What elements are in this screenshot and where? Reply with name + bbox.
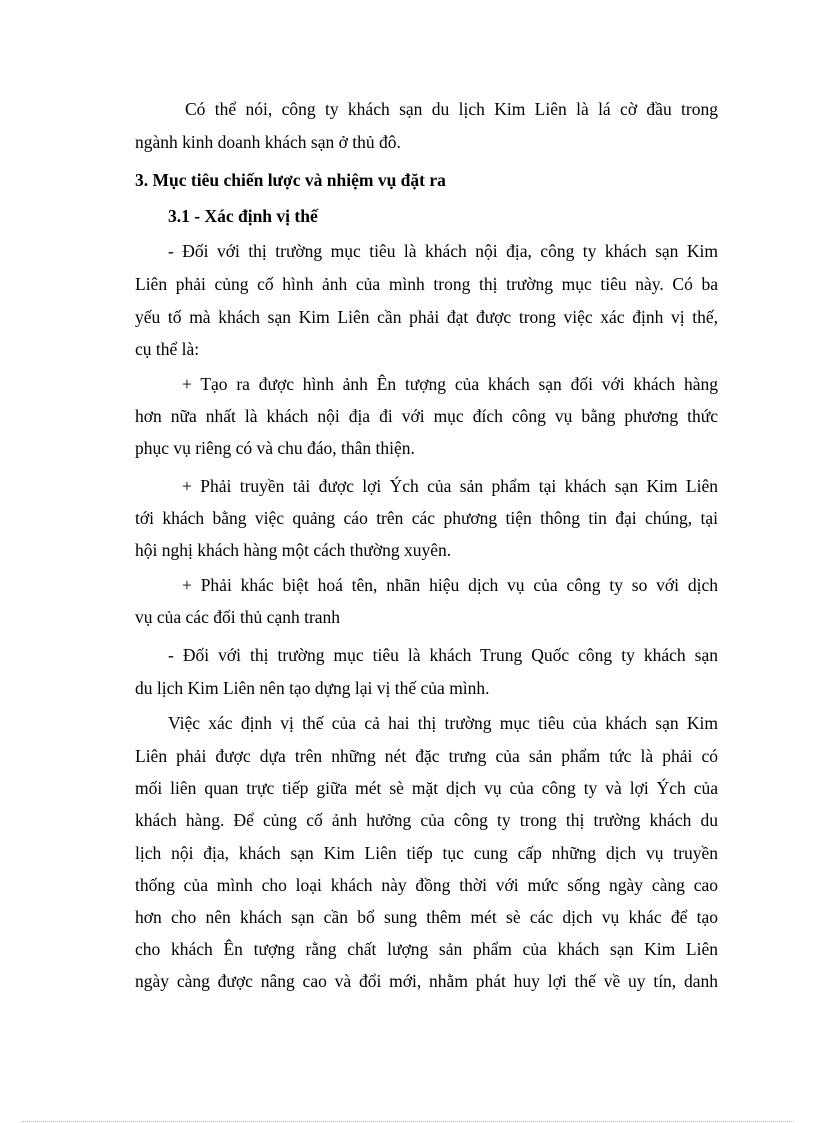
bullet-1-line-1: + Tạo ra được hình ảnh Ên tượng của khách sạn đối với khách hàng — [182, 374, 718, 394]
bullet-3-line-1: + Phải khác biệt hoá tên, nhãn hiệu dịch vụ của công ty so với dịch — [182, 575, 718, 595]
bullet-3-line-2: vụ của các đối thủ cạnh tranh — [135, 607, 341, 627]
bullet-2-line-3: hội nghị khách hàng một cách thường xuyên. — [135, 540, 452, 560]
paragraph-china-line-1: - Đối với thị trường mục tiêu là khách Trung Quốc công ty khách sạn — [168, 645, 718, 665]
bullet-2-line-1: + Phải truyền tải được lợi Ých của sản phẩm tại khách sạn Kim Liên — [182, 476, 718, 496]
paragraph-intro-line-2: ngành kinh doanh khách sạn ở thủ đô. — [135, 132, 401, 152]
paragraph-positioning-line-8: cho khách Ên tượng rằng chất lượng sản phẩm của khách sạn Kim Liên — [135, 939, 718, 959]
paragraph-positioning-line-7: hơn cho nên khách sạn cần bổ sung thêm mét sè các dịch vụ khác để tạo — [135, 907, 718, 927]
page-bottom-dotted-rule — [22, 1121, 794, 1122]
paragraph-positioning-line-5: lịch nội địa, khách sạn Kim Liên tiếp tục cung cấp những dịch vụ truyền — [135, 843, 718, 863]
section-heading: 3. Mục tiêu chiến lược và nhiệm vụ đặt ra — [135, 170, 446, 190]
paragraph-domestic-line-2: Liên phải củng cố hình ảnh của mình trong thị trường mục tiêu này. Có ba — [135, 274, 718, 294]
paragraph-positioning-line-4: khách hàng. Để củng cố ảnh hưởng của công ty trong thị trường khách du — [135, 810, 718, 830]
paragraph-domestic-line-4: cụ thể là: — [135, 339, 200, 359]
paragraph-positioning-line-2: Liên phải được dựa trên những nét đặc trưng của sản phẩm tức là phải có — [135, 746, 718, 766]
paragraph-intro-line-1: Có thể nói, công ty khách sạn du lịch Kim Liên là lá cờ đầu trong — [185, 99, 718, 119]
paragraph-china-line-2: du lịch Kim Liên nên tạo dựng lại vị thế của mình. — [135, 678, 490, 698]
bullet-1-line-3: phục vụ riêng có và chu đáo, thân thiện. — [135, 438, 415, 458]
paragraph-positioning-line-3: mối liên quan trực tiếp giữa mét sè mặt dịch vụ của công ty và lợi Ých của — [135, 778, 718, 798]
paragraph-domestic-line-3: yếu tố mà khách sạn Kim Liên cần phải đạt được trong việc xác định vị thế, — [135, 307, 718, 327]
bullet-2-line-2: tới khách bằng việc quảng cáo trên các phương tiện thông tin đại chúng, tại — [135, 508, 718, 528]
paragraph-positioning-line-1: Việc xác định vị thế của cả hai thị trường mục tiêu của khách sạn Kim — [168, 713, 718, 733]
paragraph-positioning-line-6: thống của mình cho loại khách này đồng thời với mức sống ngày càng cao — [135, 875, 718, 895]
subsection-heading: 3.1 - Xác định vị thế — [168, 206, 318, 226]
paragraph-positioning-line-9: ngày càng được nâng cao và đổi mới, nhằm phát huy lợi thế về uy tín, danh — [135, 971, 718, 991]
bullet-1-line-2: hơn nữa nhất là khách nội địa đi với mục đích công vụ bằng phương thức — [135, 406, 718, 426]
paragraph-domestic-line-1: - Đối với thị trường mục tiêu là khách nội địa, công ty khách sạn Kim — [168, 241, 718, 261]
